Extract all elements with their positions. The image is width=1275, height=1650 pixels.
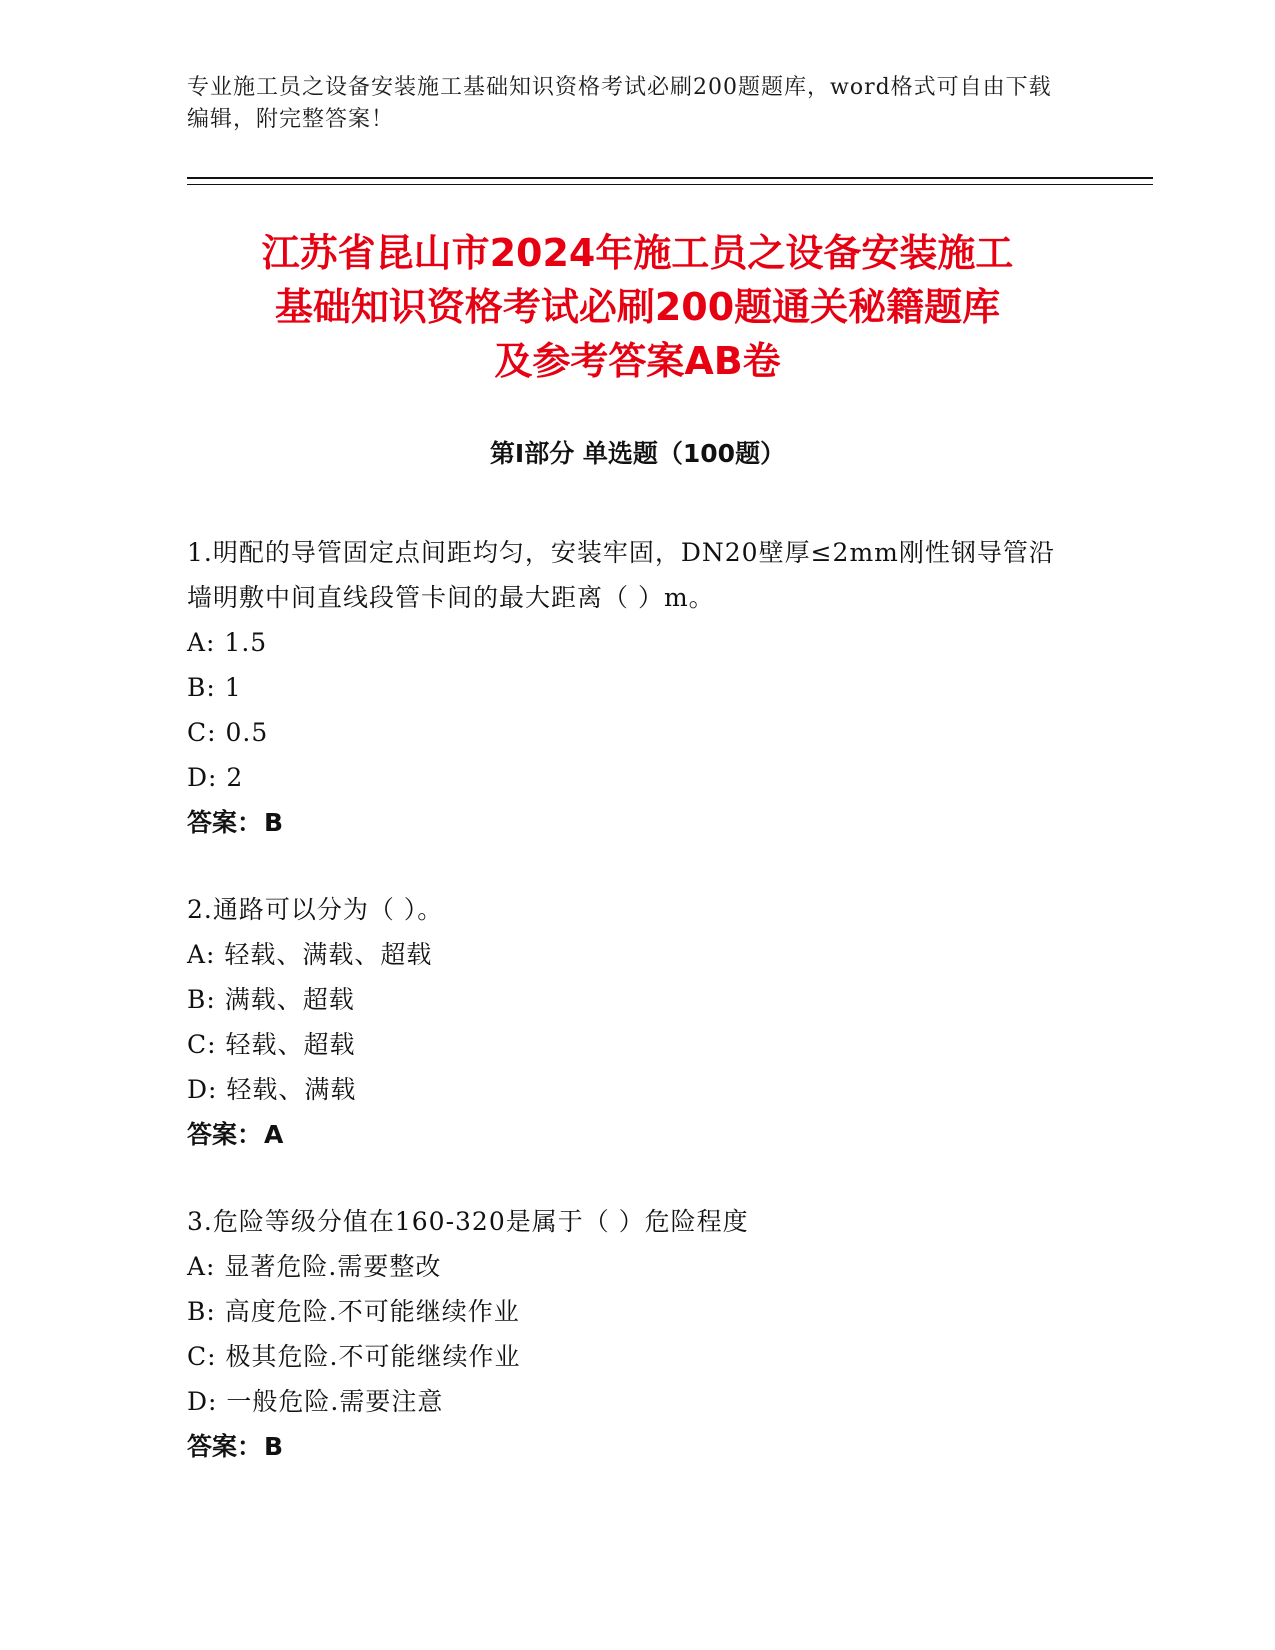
title-line: 江苏省昆山市2024年施工员之设备安装施工 bbox=[261, 231, 1014, 275]
option-b: B: 高度危险.不可能继续作业 bbox=[187, 1297, 520, 1326]
option-d: D: 2 bbox=[187, 763, 244, 792]
answer-line bbox=[187, 1424, 1067, 1469]
answer-value: B bbox=[264, 1432, 284, 1461]
question-stem: 3.危险等级分值在160-320是属于（ ）危险程度 bbox=[187, 1207, 749, 1236]
answer-value: A bbox=[264, 1120, 284, 1149]
header-divider-thick bbox=[187, 177, 1153, 179]
title-line: 及参考答案AB卷 bbox=[494, 339, 781, 383]
header-note: 专业施工员之设备安装施工基础知识资格考试必刷200题题库，word格式可自由下载编辑，附完整答案！ bbox=[187, 75, 1052, 132]
answer-line bbox=[187, 1112, 1067, 1157]
answer-value: B bbox=[264, 808, 284, 837]
option-b: B: 满载、超载 bbox=[187, 985, 355, 1014]
answer-label: 答案： bbox=[187, 1120, 263, 1149]
option-a: A: 显著危险.需要整改 bbox=[187, 1252, 442, 1281]
question-1 bbox=[187, 530, 1067, 845]
header-divider-thin bbox=[187, 184, 1153, 185]
question-list bbox=[187, 530, 1067, 1511]
option-a: A: 轻载、满载、超载 bbox=[187, 940, 433, 969]
option-c: C: 轻载、超载 bbox=[187, 1030, 356, 1059]
option-b: B: 1 bbox=[187, 673, 242, 702]
answer-label: 答案： bbox=[187, 808, 263, 837]
answer-label: 答案： bbox=[187, 1432, 263, 1461]
option-d: D: 一般危险.需要注意 bbox=[187, 1387, 444, 1416]
answer-line bbox=[187, 800, 1067, 845]
section-title: 第Ⅰ部分 单选题（100题） bbox=[489, 439, 786, 468]
question-2 bbox=[187, 887, 1067, 1157]
question-stem: 2.通路可以分为（ ）。 bbox=[187, 895, 444, 924]
option-c: C: 0.5 bbox=[187, 718, 269, 747]
question-3 bbox=[187, 1199, 1067, 1469]
question-stem: 1.明配的导管固定点间距均匀，安装牢固，DN20壁厚≤2mm刚性钢导管沿墙明敷中间直线段管卡间的最大距离（ ）m。 bbox=[187, 538, 1055, 612]
option-c: C: 极其危险.不可能继续作业 bbox=[187, 1342, 521, 1371]
title-line: 基础知识资格考试必刷200题通关秘籍题库 bbox=[274, 285, 1001, 329]
option-a: A: 1.5 bbox=[187, 628, 268, 657]
option-d: D: 轻载、满载 bbox=[187, 1075, 357, 1104]
document-title bbox=[150, 226, 1125, 388]
